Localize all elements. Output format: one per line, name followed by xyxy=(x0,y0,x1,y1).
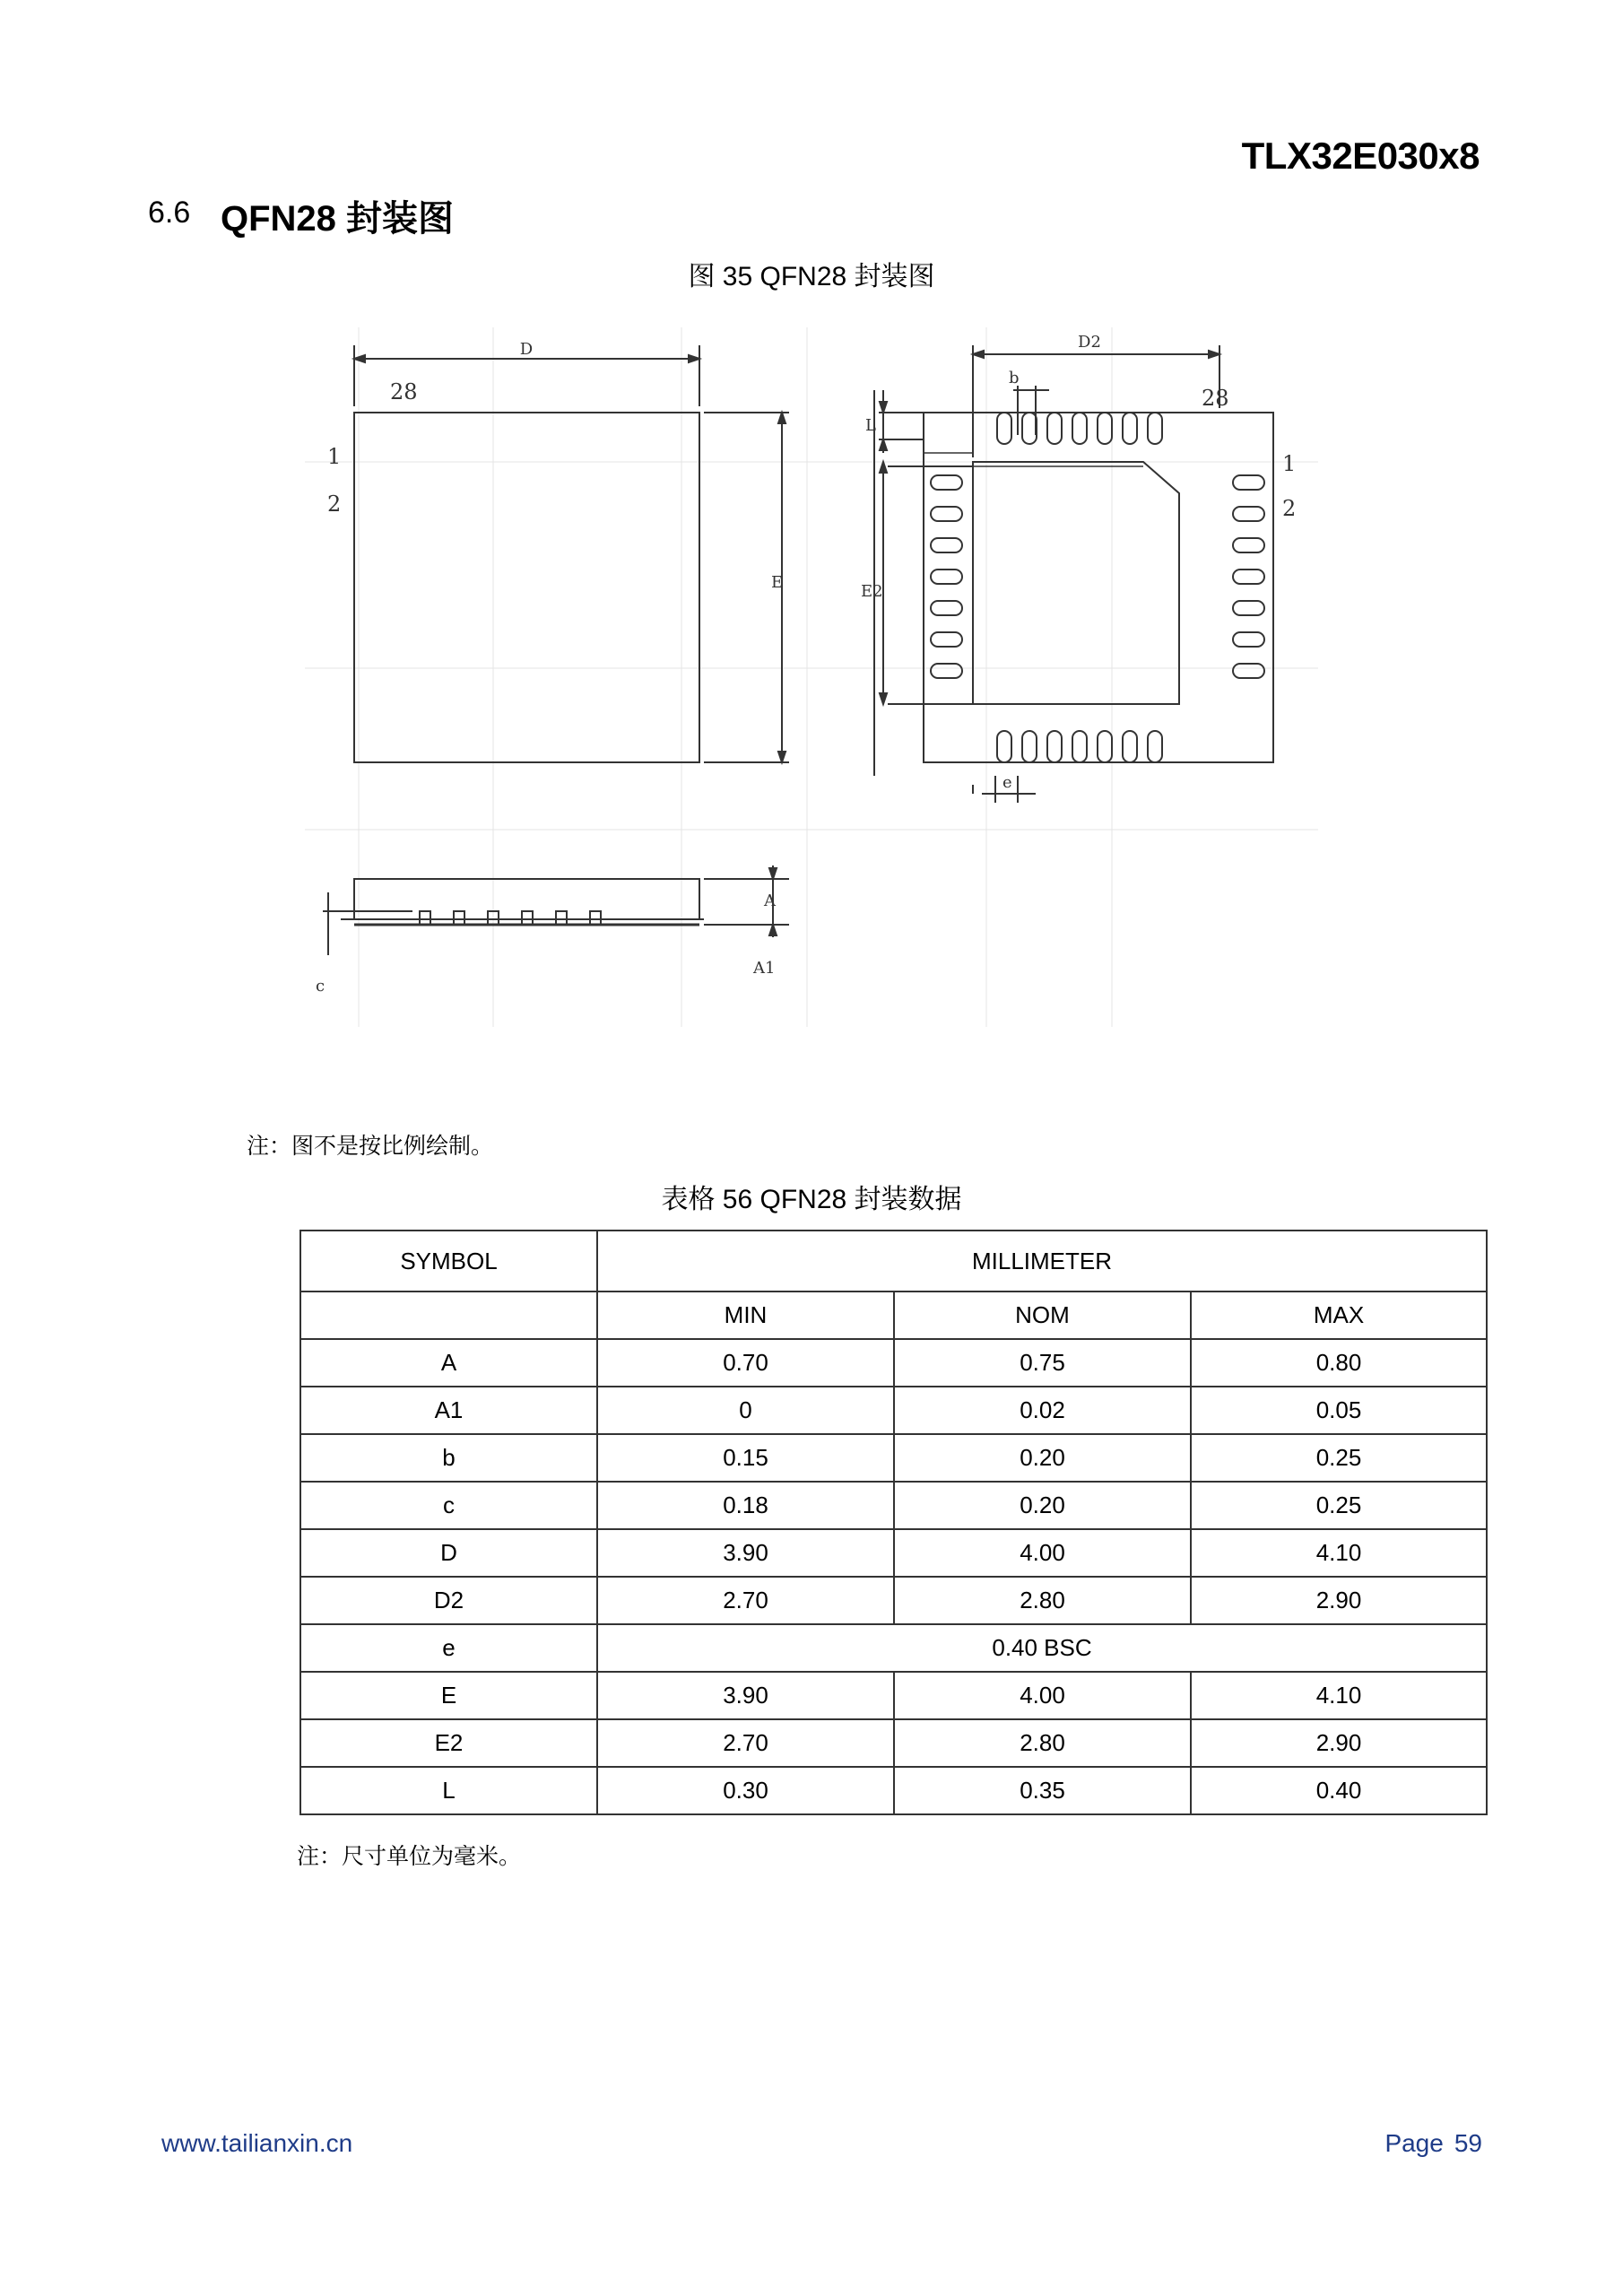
footer-page-number xyxy=(1374,2129,1482,2158)
table-row xyxy=(300,1672,1487,1719)
table-row xyxy=(300,1434,1487,1482)
symbol-cell: E xyxy=(300,1672,597,1719)
table-row xyxy=(300,1719,1487,1767)
min-cell: 2.70 xyxy=(597,1577,894,1624)
symbol-cell: c xyxy=(300,1482,597,1529)
table-subheader-row xyxy=(300,1292,1487,1339)
min-cell: 0.15 xyxy=(597,1434,894,1482)
table-row xyxy=(300,1529,1487,1577)
section-number: 6.6 xyxy=(148,196,191,230)
table-header-row xyxy=(300,1231,1487,1292)
bottom-pin-1-label: 1 xyxy=(1282,451,1297,476)
bottom-dim-b: b xyxy=(1009,369,1020,387)
bottom-pin-2-label: 2 xyxy=(1282,496,1297,521)
symbol-cell: L xyxy=(300,1767,597,1814)
top-dim-D: D xyxy=(519,340,534,359)
nom-cell: 0.20 xyxy=(894,1434,1191,1482)
nom-cell: 2.80 xyxy=(894,1719,1191,1767)
bottom-pin-28-label: 28 xyxy=(1202,386,1229,411)
symbol-cell: D2 xyxy=(300,1577,597,1624)
document-title: TLX32E030x8 xyxy=(1241,135,1480,177)
max-cell: 0.05 xyxy=(1191,1387,1487,1434)
symbol-cell: e xyxy=(300,1624,597,1672)
min-cell: 2.70 xyxy=(597,1719,894,1767)
max-cell: 0.25 xyxy=(1191,1482,1487,1529)
bottom-view-pads xyxy=(931,413,1264,762)
side-dim-A1: A1 xyxy=(753,959,776,978)
bottom-dim-L: L xyxy=(865,416,876,435)
max-cell: 0.80 xyxy=(1191,1339,1487,1387)
top-pin-2-label: 2 xyxy=(327,491,342,517)
min-cell: 0 xyxy=(597,1387,894,1434)
symbol-header: SYMBOL xyxy=(300,1231,597,1292)
top-pin-28-label: 28 xyxy=(390,379,418,404)
nom-header: NOM xyxy=(894,1292,1191,1339)
max-cell: 4.10 xyxy=(1191,1672,1487,1719)
package-dimensions-table xyxy=(299,1230,1488,1815)
top-dim-E: E xyxy=(771,573,784,592)
note-not-to-scale: 注：图不是按比例绘制。 xyxy=(247,1134,494,1159)
symbol-cell: b xyxy=(300,1434,597,1482)
qfn28-package-drawing xyxy=(305,327,1318,1036)
bottom-dim-e: e xyxy=(1002,773,1012,792)
side-dim-c: c xyxy=(316,977,325,996)
figure-caption: 图 35 QFN28 封装图 xyxy=(688,262,935,291)
empty-cell xyxy=(300,1292,597,1339)
max-header: MAX xyxy=(1191,1292,1487,1339)
millimeter-header: MILLIMETER xyxy=(597,1231,1487,1292)
symbol-cell: A xyxy=(300,1339,597,1387)
max-cell: 2.90 xyxy=(1191,1577,1487,1624)
side-view xyxy=(323,865,789,955)
nom-cell: 4.00 xyxy=(894,1529,1191,1577)
symbol-cell: A1 xyxy=(300,1387,597,1434)
min-cell: 0.30 xyxy=(597,1767,894,1814)
max-cell: 0.25 xyxy=(1191,1434,1487,1482)
nom-cell: 4.00 xyxy=(894,1672,1191,1719)
top-view xyxy=(354,345,789,762)
symbol-cell: E2 xyxy=(300,1719,597,1767)
table-row xyxy=(300,1767,1487,1814)
note-units: 注：尺寸单位为毫米。 xyxy=(297,1844,522,1869)
min-header: MIN xyxy=(597,1292,894,1339)
span-value-cell: 0.40 BSC xyxy=(597,1624,1487,1672)
table-caption: 表格 56 QFN28 封装数据 xyxy=(661,1185,962,1214)
min-cell: 3.90 xyxy=(597,1529,894,1577)
table-row xyxy=(300,1339,1487,1387)
section-title: QFN28 封装图 xyxy=(221,199,455,239)
table-row xyxy=(300,1577,1487,1624)
footer-website[interactable]: www.tailianxin.cn xyxy=(161,2129,353,2157)
nom-cell: 0.02 xyxy=(894,1387,1191,1434)
max-cell: 2.90 xyxy=(1191,1719,1487,1767)
min-cell: 0.18 xyxy=(597,1482,894,1529)
nom-cell: 2.80 xyxy=(894,1577,1191,1624)
min-cell: 3.90 xyxy=(597,1672,894,1719)
nom-cell: 0.75 xyxy=(894,1339,1191,1387)
table-row xyxy=(300,1482,1487,1529)
top-pin-1-label: 1 xyxy=(327,444,342,469)
max-cell: 0.40 xyxy=(1191,1767,1487,1814)
max-cell: 4.10 xyxy=(1191,1529,1487,1577)
symbol-cell: D xyxy=(300,1529,597,1577)
nom-cell: 0.20 xyxy=(894,1482,1191,1529)
table-row xyxy=(300,1387,1487,1434)
bottom-dim-D2: D2 xyxy=(1078,333,1101,352)
page-number: 59 xyxy=(1454,2129,1482,2157)
grid-lines xyxy=(305,327,1318,1027)
page-label: Page xyxy=(1384,2129,1444,2157)
bottom-dim-E2: E2 xyxy=(861,582,883,601)
side-dim-A: A xyxy=(764,891,776,910)
table-row xyxy=(300,1624,1487,1672)
nom-cell: 0.35 xyxy=(894,1767,1191,1814)
min-cell: 0.70 xyxy=(597,1339,894,1387)
